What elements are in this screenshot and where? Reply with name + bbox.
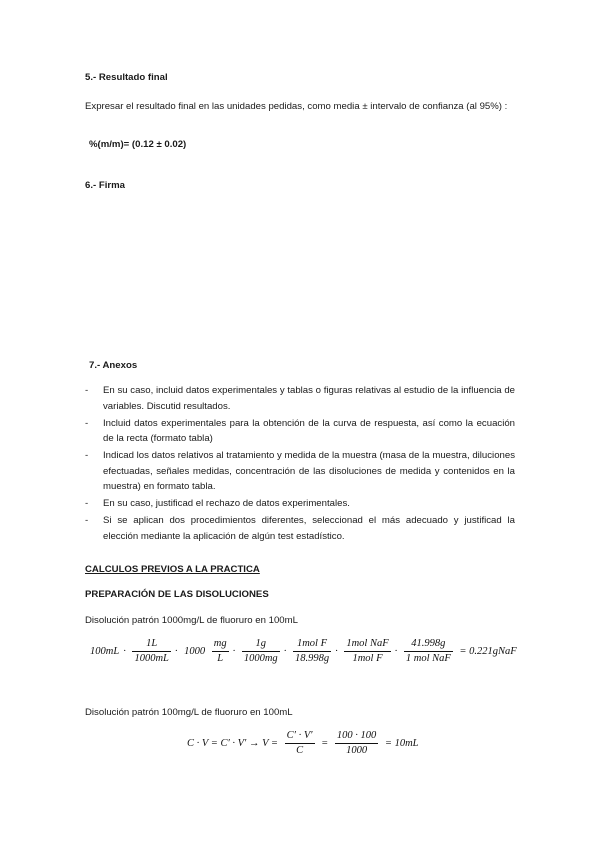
eq1-result: = 0.221gNaF [459,646,517,657]
section-6-heading: 6.- Firma [85,180,125,191]
annex-item: - Indicad los datos relativos al tratamiento y medida de la muestra (masa de la muestra, diluciones efectuadas, señales medidas, concentración de las disoluciones de medida y contenidos en la muestra) en formato tabla. [103,448,515,495]
eq1-fraction: $\frac{\text{1mol F}}{18.998g}$ [294,638,330,664]
annex-item: - Si se aplican dos procedimientos diferentes, seleccionad el más adecuado y justificad la elección mediante la aplicación de algún test estadístico. [103,513,515,544]
eq1-fraction: $\frac{1L}{1000mL}$ [134,638,169,664]
solution-2-label: Disolución patrón 100mg/L de fluoruro en 100mL [85,707,293,718]
eq1-term: 1000 [184,646,206,657]
section-5-instruction: Expresar el resultado final en las unidades pedidas, como media ± intervalo de confianza (al 95%) : [85,101,508,112]
section-7-heading: 7.- Anexos [89,360,138,371]
eq2-equals: = [321,738,329,749]
annex-item: - En su caso, incluid datos experimentales y tablas o figuras relativas al estudio de la influencia de variables. Discutid resultados. [103,383,515,414]
equation-dilution [185,730,421,757]
calc-title: CALCULOS PREVIOS A LA PRACTICA [85,564,260,575]
equation-mass-naf: 100mL · $\frac{1L}{1000mL}$ · 1000 $\frac{mg}{L}$ · $\frac{1g}{1000mg}$ · $\frac{\text{1mol F}}{18.998g}$ · $\frac{\text{1mol NaF}}{\text{1mol F}}$ · $\frac{41.998g}{\text{1 mol NaF}}$ = 0.221gNaF [90,638,517,664]
solution-1-label: Disolución patrón 1000mg/L de fluoruro en 100mL [85,615,298,626]
eq1-fraction: $\frac{\text{1mol NaF}}{\text{1mol F}}$ [346,638,389,664]
result-value: %(m/m)= (0.12 ± 0.02) [89,139,187,150]
annex-item: - En su caso, justificad el rechazo de datos experimentales. [103,496,515,512]
eq1-fraction: $\frac{1g}{1000mg}$ [243,638,278,664]
eq2-lhs: C · V = C′ · V′ → V = [187,738,279,749]
annex-list [103,383,515,546]
section-5-heading: 5.- Resultado final [85,72,168,83]
eq2-result: = 10mL [384,738,419,749]
annex-item: - Incluid datos experimentales para la obtención de la curva de respuesta, así como la ecuación de la recta (formato tabla) [103,416,515,447]
eq2-fraction: $\frac{C' \cdot V'}{C}$ [286,730,313,756]
eq1-term: 100mL [90,646,120,657]
eq1-fraction: $\frac{mg}{L}$ [213,638,227,664]
eq1-fraction: $\frac{41.998g}{\text{1 mol NaF}}$ [405,638,451,664]
signature-area [85,200,515,350]
eq2-fraction: $\frac{100 \cdot 100}{1000}$ [336,730,377,756]
calc-subtitle: PREPARACIÓN DE LAS DISOLUCIONES [85,589,269,600]
